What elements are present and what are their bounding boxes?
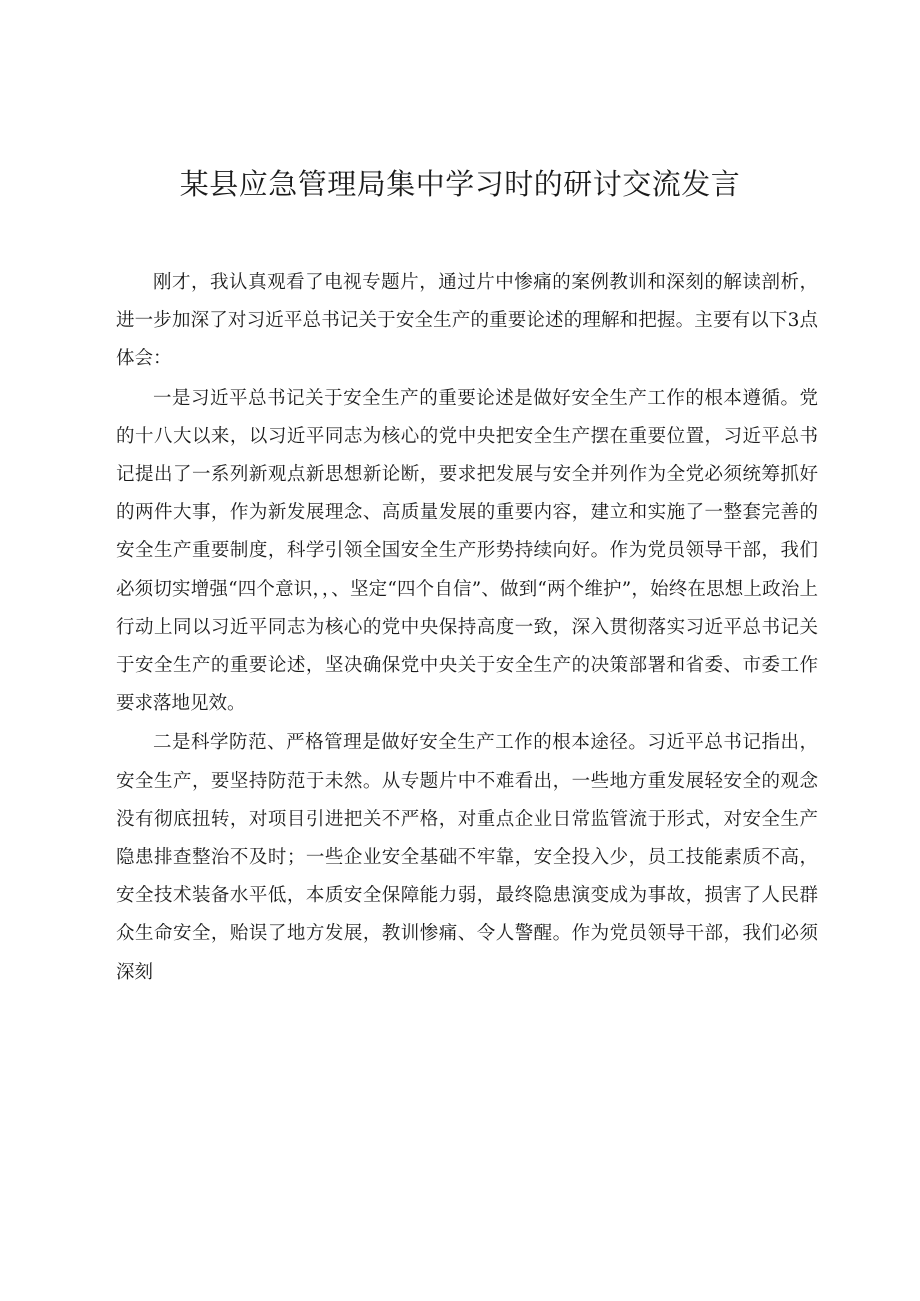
paragraph-point-one: 一是习近平总书记关于安全生产的重要论述是做好安全生产工作的根本遵循。党的十八大以来，以习近平同志为核心的党中央把安全生产摆在重要位置，习近平总书记提出了一系列新观点新思想新论断，要求把发展与安全并列作为全党必须统筹抓好的两件大事，作为新发展理念、高质量发展的重要内容，建立和实施了一整套完善的安全生产重要制度，科学引领全国安全生产形势持续向好。作为党员领导干部，我们必须切实增强“四个意识，，、坚定“四个自信”、做到“两个维护”，始终在思想上政治上行动上同以习近平同志为核心的党中央保持高度一致，深入贯彻落实习近平总书记关于安全生产的重要论述，坚决确保党中央关于安全生产的决策部署和省委、市委工作要求落地见效。 xyxy=(116,387,818,715)
paragraph-point-two: 二是科学防范、严格管理是做好安全生产工作的根本途径。习近平总书记指出，安全生产，要坚持防范于未然。从专题片中不难看出，一些地方重发展轻安全的观念没有彻底扭转，对项目引进把关不严格，对重点企业日常监管流于形式，对安全生产隐患排查整治不及时；一些企业安全基础不牢靠，安全投入少，员工技能素质不高，安全技术装备水平低，本质安全保障能力弱，最终隐患演变成为事故，损害了人民群众生命安全，贻误了地方发展，教训惨痛、令人警醒。作为党员领导干部，我们必须深刻 xyxy=(116,732,818,983)
document-body xyxy=(116,264,818,992)
paragraph-intro: 刚才，我认真观看了电视专题片，通过片中惨痛的案例教训和深刻的解读剖析，进一步加深了对习近平总书记关于安全生产的重要论述的理解和把握。主要有以下3点体会： xyxy=(116,272,818,370)
document-title: 某县应急管理局集中学习时的研讨交流发言 xyxy=(179,167,741,201)
